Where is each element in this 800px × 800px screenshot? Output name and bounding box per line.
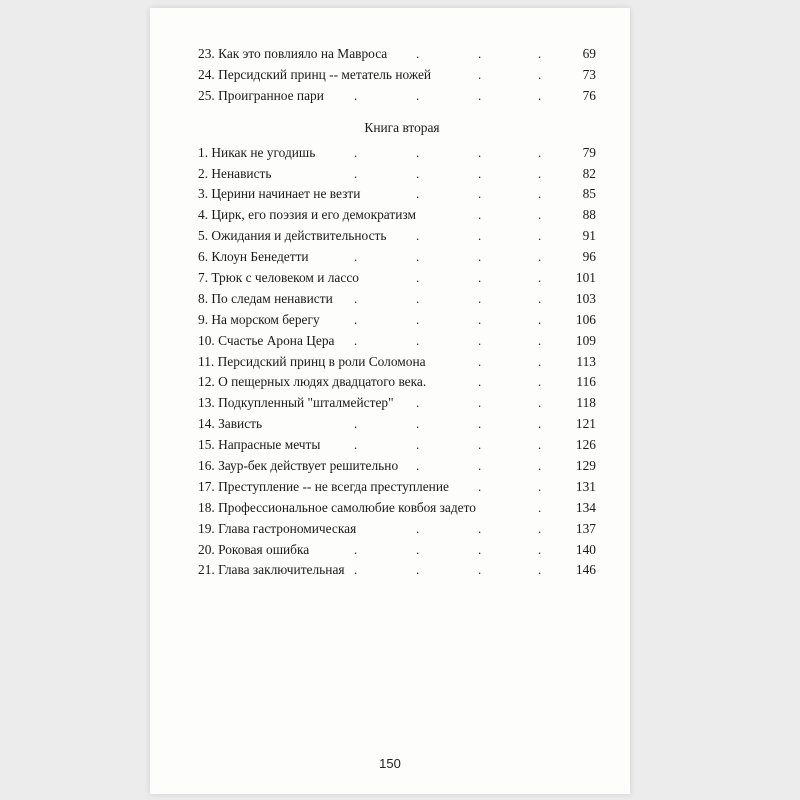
table-of-contents	[198, 44, 596, 581]
leader-dot: .	[538, 186, 542, 202]
leader-dot: .	[478, 46, 482, 61]
toc-entry	[198, 226, 596, 247]
leader-dot: .	[538, 270, 542, 286]
book-two-heading: Книга вторая	[364, 119, 440, 135]
leader-dot: .	[416, 290, 420, 306]
toc-entry-page: 85	[582, 186, 596, 202]
leader-dot: .	[538, 541, 542, 557]
toc-entry	[198, 247, 596, 268]
leader-dot: .	[538, 437, 542, 453]
leader-dot: .	[478, 290, 482, 306]
leader-dot: .	[354, 332, 358, 348]
toc-entry-page: 73	[582, 66, 596, 82]
leader-dot: .	[354, 249, 358, 265]
leader-dot: .	[538, 311, 542, 327]
toc-entry-title: 1. Никак не угодишь	[198, 144, 316, 160]
leader-dot: .	[354, 311, 358, 327]
toc-entry-title: 25. Проигранное пари	[198, 87, 324, 103]
toc-entry-page: 137	[575, 520, 596, 536]
leader-dot: .	[416, 46, 420, 61]
leader-dot: .	[538, 165, 542, 181]
leader-dot: .	[478, 249, 482, 265]
leader-dot: .	[478, 478, 482, 494]
toc-entry-page: 116	[576, 374, 596, 390]
leader-dot: .	[416, 165, 420, 181]
toc-entry-title: 20. Роковая ошибка	[198, 541, 310, 557]
toc-entry-title: 2. Ненависть	[198, 165, 272, 181]
leader-dot: .	[538, 478, 542, 494]
toc-entry	[198, 393, 596, 414]
toc-entry	[198, 44, 596, 65]
leader-dot: .	[478, 228, 482, 244]
leader-dot: .	[538, 207, 542, 223]
leader-dot: .	[538, 87, 542, 103]
toc-entry-title: 4. Цирк, его поэзия и его демократизм	[198, 207, 416, 223]
leader-dot: .	[478, 458, 482, 474]
toc-entry-page: 113	[576, 353, 596, 369]
leader-dot: .	[416, 562, 420, 578]
toc-entry-title: 11. Персидский принц в роли Соломона	[198, 353, 426, 369]
leader-dot: .	[538, 353, 542, 369]
toc-entry-page: 82	[582, 165, 596, 181]
leader-dot: .	[416, 311, 420, 327]
toc-entry-title: 17. Преступление -- не всегда преступление	[198, 478, 449, 494]
leader-dot: .	[538, 562, 542, 578]
toc-entry-title: 9. На морском берегу	[198, 311, 320, 327]
leader-dot: .	[354, 416, 358, 432]
toc-entry-title: 12. О пещерных людях двадцатого века.	[198, 374, 427, 390]
leader-dot: .	[478, 311, 482, 327]
toc-entry-title: 24. Персидский принц -- метатель ножей	[198, 66, 432, 82]
toc-entry-page: 106	[575, 311, 596, 327]
leader-dot: .	[478, 207, 482, 223]
leader-dot: .	[538, 499, 542, 515]
leader-dot: .	[538, 395, 542, 411]
toc-entry	[198, 477, 596, 498]
toc-part-2	[198, 143, 596, 582]
toc-entry	[198, 456, 596, 477]
toc-entry-page: 96	[582, 249, 596, 265]
toc-entry-title: 13. Подкупленный "шталмейстер"	[198, 395, 394, 411]
toc-entry	[198, 164, 596, 185]
leader-dot: .	[478, 186, 482, 202]
leader-dot: .	[354, 165, 358, 181]
leader-dot: .	[478, 270, 482, 286]
toc-entry-title: 7. Трюк с человеком и лассо	[198, 270, 359, 286]
leader-dot: .	[478, 353, 482, 369]
leader-dot: .	[538, 458, 542, 474]
leader-dot: .	[538, 144, 542, 160]
leader-dot: .	[416, 416, 420, 432]
toc-entry-title: 6. Клоун Бенедетти	[198, 249, 309, 265]
toc-entry-page: 131	[575, 478, 596, 494]
leader-dot: .	[478, 562, 482, 578]
leader-dot: .	[478, 416, 482, 432]
leader-dot: .	[416, 270, 420, 286]
toc-entry-page: 134	[575, 499, 596, 515]
leader-dot: .	[538, 290, 542, 306]
toc-entry	[198, 435, 596, 456]
leader-dot: .	[416, 541, 420, 557]
toc-entry-title: 5. Ожидания и действительность	[198, 228, 387, 244]
toc-entry	[198, 65, 596, 86]
toc-entry-title: 8. По следам ненависти	[198, 290, 333, 306]
leader-dot: .	[478, 87, 482, 103]
leader-dot: .	[478, 437, 482, 453]
toc-entry	[198, 352, 596, 373]
toc-part-1	[198, 44, 596, 107]
toc-entry-title: 19. Глава гастрономическая	[198, 520, 357, 536]
leader-dot: .	[478, 520, 482, 536]
toc-entry-page: 76	[582, 87, 596, 103]
toc-entry-page: 121	[575, 416, 596, 432]
leader-dot: .	[416, 249, 420, 265]
leader-dot: .	[416, 144, 420, 160]
leader-dot: .	[416, 395, 420, 411]
toc-entry	[198, 86, 596, 107]
toc-entry-title: 23. Как это повлияло на Мавроса	[198, 46, 388, 61]
toc-entry-page: 79	[582, 144, 596, 160]
leader-dot: .	[478, 66, 482, 82]
leader-dot: .	[538, 520, 542, 536]
leader-dot: .	[478, 395, 482, 411]
leader-dot: .	[538, 66, 542, 82]
toc-entry-page: 140	[575, 541, 596, 557]
toc-entry-page: 91	[582, 228, 596, 244]
toc-entry	[198, 414, 596, 435]
toc-entry-page: 118	[576, 395, 596, 411]
leader-dot: .	[416, 437, 420, 453]
toc-entry-page: 146	[575, 562, 596, 578]
leader-dot: .	[538, 228, 542, 244]
toc-entry	[198, 184, 596, 205]
leader-dot: .	[478, 374, 482, 390]
leader-dot: .	[354, 144, 358, 160]
leader-dot: .	[354, 562, 358, 578]
leader-dot: .	[416, 186, 420, 202]
leader-dot: .	[478, 541, 482, 557]
toc-entry-title: 3. Церини начинает не везти	[198, 186, 361, 202]
toc-entry	[198, 205, 596, 226]
toc-entry-page: 126	[575, 437, 596, 453]
book-page	[150, 8, 630, 794]
leader-dot: .	[354, 290, 358, 306]
leader-dot: .	[538, 46, 542, 61]
toc-entry-title: 21. Глава заключительная	[198, 562, 345, 578]
leader-dot: .	[416, 520, 420, 536]
toc-entry-title: 16. Заур-бек действует решительно	[198, 458, 399, 474]
leader-dot: .	[478, 144, 482, 160]
leader-dot: .	[538, 249, 542, 265]
leader-dot: .	[354, 87, 358, 103]
toc-entry-page: 129	[575, 458, 596, 474]
leader-dot: .	[478, 165, 482, 181]
leader-dot: .	[538, 374, 542, 390]
leader-dot: .	[538, 332, 542, 348]
leader-dot: .	[478, 332, 482, 348]
toc-entry	[198, 289, 596, 310]
leader-dot: .	[354, 541, 358, 557]
toc-entry	[198, 372, 596, 393]
toc-entry-page: 88	[582, 207, 596, 223]
leader-dot: .	[416, 228, 420, 244]
toc-entry-title: 14. Зависть	[198, 416, 263, 432]
leader-dot: .	[416, 332, 420, 348]
page-number: 150	[379, 756, 401, 771]
toc-entry	[198, 268, 596, 289]
toc-entry-page: 69	[582, 46, 596, 61]
toc-entry-title: 18. Профессиональное самолюбие ковбоя задето	[198, 499, 476, 515]
toc-entry	[198, 498, 596, 519]
toc-entry-page: 101	[575, 270, 596, 286]
toc-entry	[198, 540, 596, 561]
leader-dot: .	[538, 416, 542, 432]
toc-entry	[198, 310, 596, 331]
toc-entry-title: 10. Счастье Арона Цера	[198, 332, 335, 348]
leader-dot: .	[354, 437, 358, 453]
leader-dot: .	[416, 458, 420, 474]
toc-entry-page: 109	[575, 332, 596, 348]
toc-entry	[198, 331, 596, 352]
leader-dot: .	[416, 87, 420, 103]
toc-entry	[198, 143, 596, 164]
toc-entry	[198, 560, 596, 581]
toc-entry	[198, 519, 596, 540]
toc-entry-page: 103	[575, 290, 596, 306]
toc-entry-title: 15. Напрасные мечты	[198, 437, 321, 453]
